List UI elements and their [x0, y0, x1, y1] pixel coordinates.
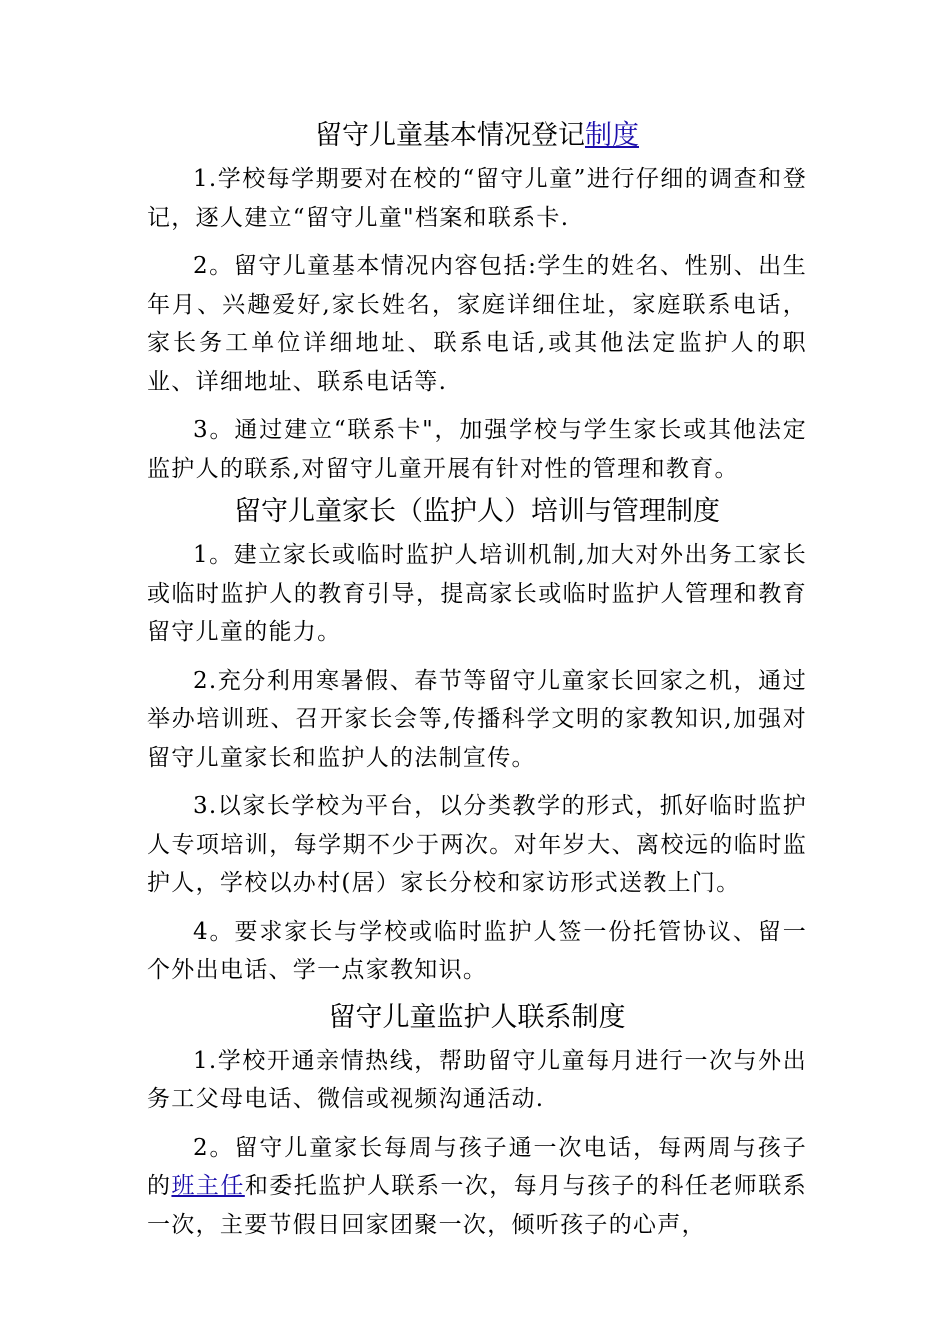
- paragraph: 4。要求家长与学校或临时监护人签一份托管协议、留一个外出电话、学一点家教知识。: [147, 918, 807, 983]
- paragraph-text: 和委托监护人联系一次，每月与孩子的科任老师联系一次，主要节假日回家团聚一次，倾听孩子的心声，: [147, 1173, 807, 1238]
- link-head-teacher[interactable]: 班主任: [171, 1173, 245, 1199]
- paragraph: 1.学校开通亲情热线，帮助留守儿童每月进行一次与外出务工父母电话、微信或视频沟通活动.: [147, 1047, 807, 1112]
- paragraph: 3.以家长学校为平台，以分类教学的形式，抓好临时监护人专项培训，每学期不少于两次。对年岁大、离校远的临时监护人，学校以办村(居）家长分校和家访形式送教上门。: [147, 793, 807, 896]
- paragraph: 1.学校每学期要对在校的“留守儿童”进行仔细的调查和登记，逐人建立“留守儿童"档案和联系卡.: [147, 166, 807, 231]
- section-title-guardian-contact: 留守儿童监护人联系制度: [328, 1001, 626, 1033]
- paragraph: 2.充分利用寒暑假、春节等留守儿童家长回家之机，通过举办培训班、召开家长会等,传播科学文明的家教知识,加强对留守儿童家长和监护人的法制宣传。: [147, 667, 807, 771]
- section-title-basic-registration: [147, 112, 807, 160]
- paragraph: 2。留守儿童基本情况内容包括:学生的姓名、性别、出生年月、兴趣爱好,家长姓名，家庭详细住址，家庭联系电话，家长务工单位详细地址、联系电话,或其他法定监护人的职业、详细地址、联系电话等.: [147, 253, 807, 395]
- paragraph: 3。通过建立“联系卡"，加强学校与学生家长或其他法定监护人的联系,对留守儿童开展有针对性的管理和教育。: [147, 417, 807, 482]
- document-page: [147, 112, 807, 1244]
- section-title-parent-training: 留守儿童家长（监护人）培训与管理制度: [234, 496, 720, 527]
- title-link-system[interactable]: 制度: [585, 120, 639, 151]
- title-text: 留守儿童基本情况登记: [315, 120, 585, 151]
- paragraph: [147, 1129, 807, 1245]
- paragraph: 1。建立家长或临时监护人培训机制,加大对外出务工家长或临时监护人的教育引导，提高家长或临时监护人管理和教育留守儿童的能力。: [147, 542, 807, 645]
- paragraph-text: 2。留守儿童家长每周与孩子通一次电话，每两周与孩子的: [147, 1134, 807, 1199]
